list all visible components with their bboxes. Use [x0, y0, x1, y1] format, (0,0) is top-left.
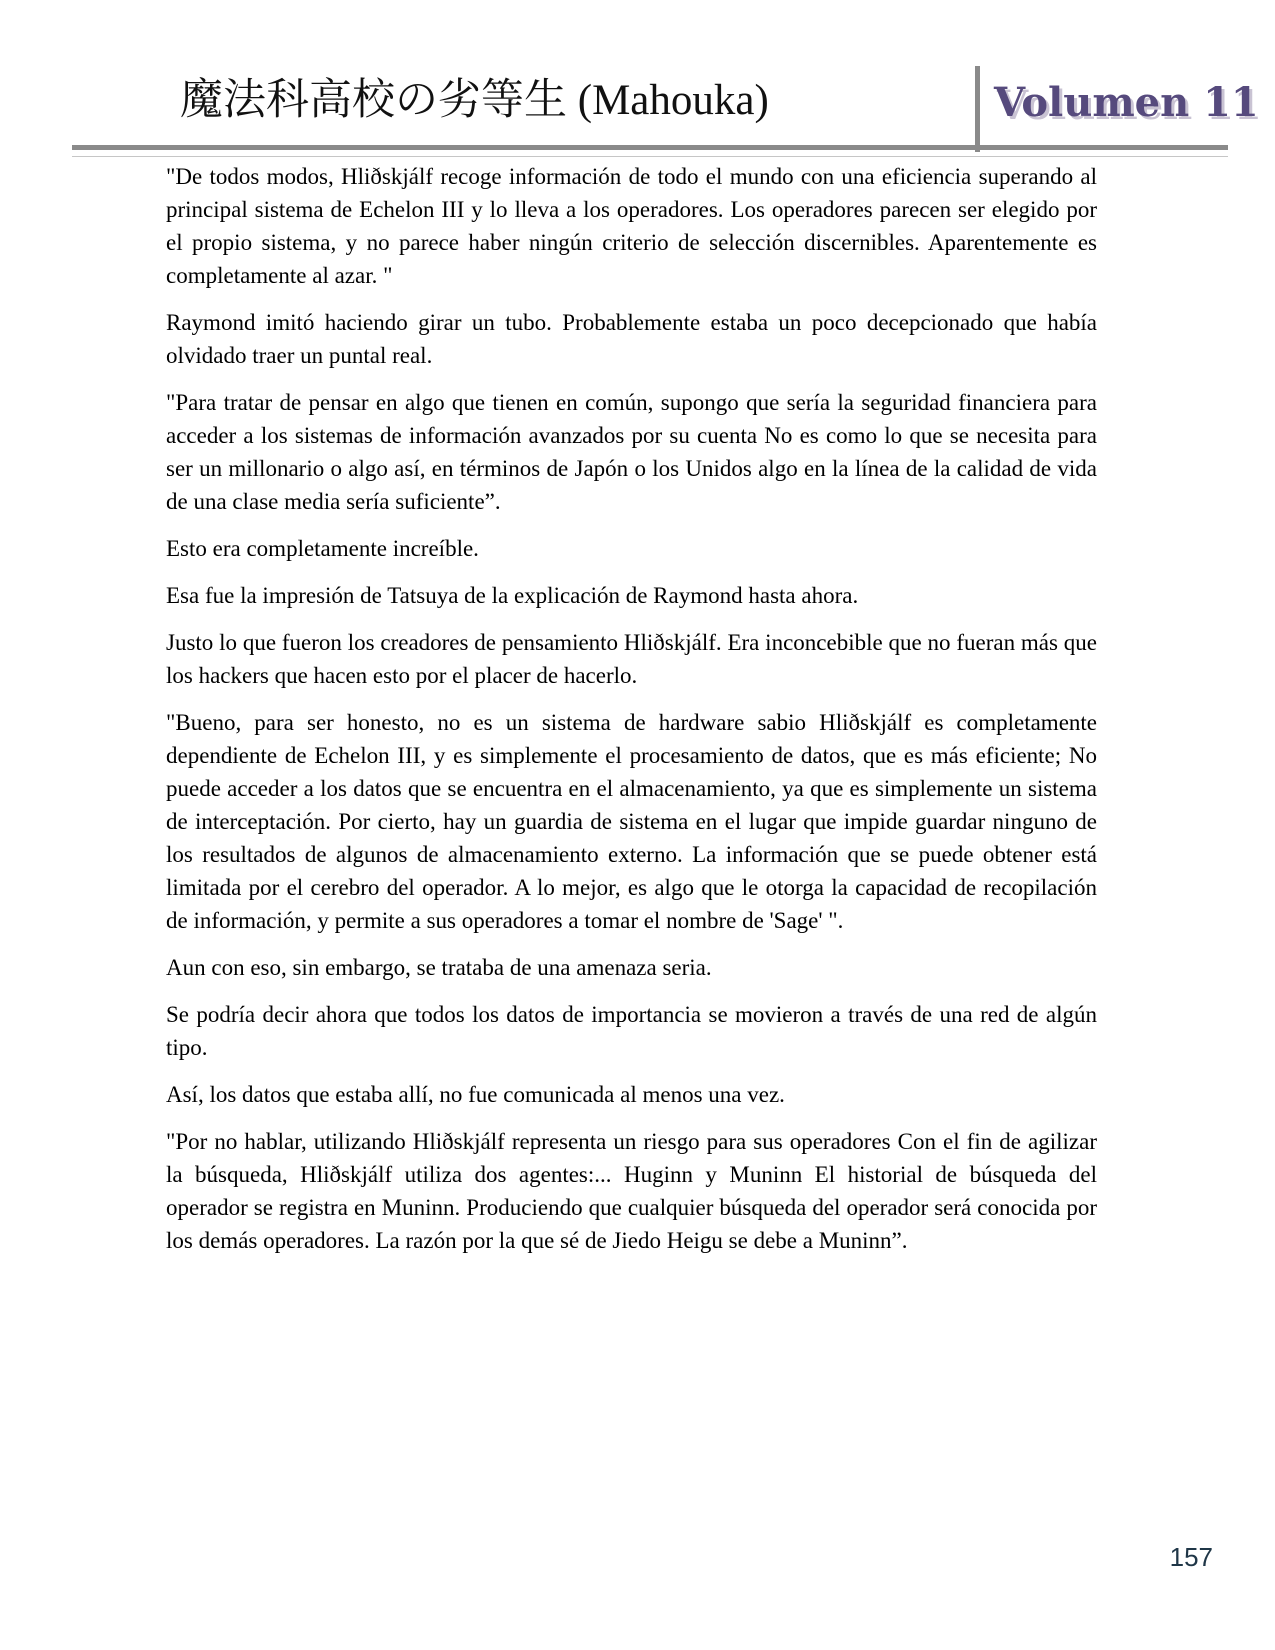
header-rule-thin — [72, 156, 1228, 157]
paragraph: Así, los datos que estaba allí, no fue comunicada al menos una vez. — [166, 1082, 785, 1107]
paragraph: "Por no hablar, utilizando Hliðskjálf representa un riesgo para sus operadores Con el fin de agilizar la búsqueda, Hliðskjálf utiliza dos agentes:... Huginn y Muninn El historial de búsqueda del operador se registra en Muninn. Produciendo que cualquier búsqueda del operador será conocida por los demás operadores. La razón por la que sé de Jiedo Heigu se debe a Muninn”. — [166, 1129, 1097, 1253]
paragraph: "Para tratar de pensar en algo que tienen en común, supongo que sería la seguridad financiera para acceder a los sistemas de información avanzados por su cuenta No es como lo que se necesita para ser un millonario o algo así, en términos de Japón o los Unidos algo en la línea de la calidad de vida de una clase media sería suficiente”. — [166, 390, 1097, 514]
paragraph: Raymond imitó haciendo girar un tubo. Probablemente estaba un poco decepcionado que había olvidado traer un puntal real. — [166, 310, 1097, 368]
page-number: 157 — [1169, 1542, 1213, 1572]
header-divider — [975, 66, 980, 152]
paragraph: Justo lo que fueron los creadores de pensamiento Hliðskjálf. Era inconcebible que no fueran más que los hackers que hacen esto por el placer de hacerlo. — [166, 630, 1097, 688]
paragraph: "De todos modos, Hliðskjálf recoge información de todo el mundo con una eficiencia superando al principal sistema de Echelon III y lo lleva a los operadores. Los operadores parecen ser elegido por el propio sistema, y no parece haber ningún criterio de selección discernibles. Aparentemente es completamente al azar. " — [166, 164, 1097, 288]
document-title: 魔法科高校の劣等生 (Mahouka) — [180, 77, 769, 124]
volume-label: Volumen 11 — [994, 79, 1259, 126]
body-text — [166, 160, 1097, 1271]
header-rule — [72, 145, 1228, 150]
paragraph: "Bueno, para ser honesto, no es un sistema de hardware sabio Hliðskjálf es completamente dependiente de Echelon III, y es simplemente el procesamiento de datos, que es más eficiente; No puede acceder a los datos que se encuentra en el almacenamiento, ya que es simplemente un sistema de interceptación. Por cierto, hay un guardia de sistema en el lugar que impide guardar ninguno de los resultados de algunos de almacenamiento externo. La información que se puede obtener está limitada por el cerebro del operador. A lo mejor, es algo que le otorga la capacidad de recopilación de información, y permite a sus operadores a tomar el nombre de 'Sage' ". — [166, 710, 1097, 933]
paragraph: Esto era completamente increíble. — [166, 536, 479, 561]
paragraph: Aun con eso, sin embargo, se trataba de una amenaza seria. — [166, 955, 712, 980]
paragraph: Se podría decir ahora que todos los datos de importancia se movieron a través de una red de algún tipo. — [166, 1002, 1097, 1060]
paragraph: Esa fue la impresión de Tatsuya de la explicación de Raymond hasta ahora. — [166, 583, 859, 608]
